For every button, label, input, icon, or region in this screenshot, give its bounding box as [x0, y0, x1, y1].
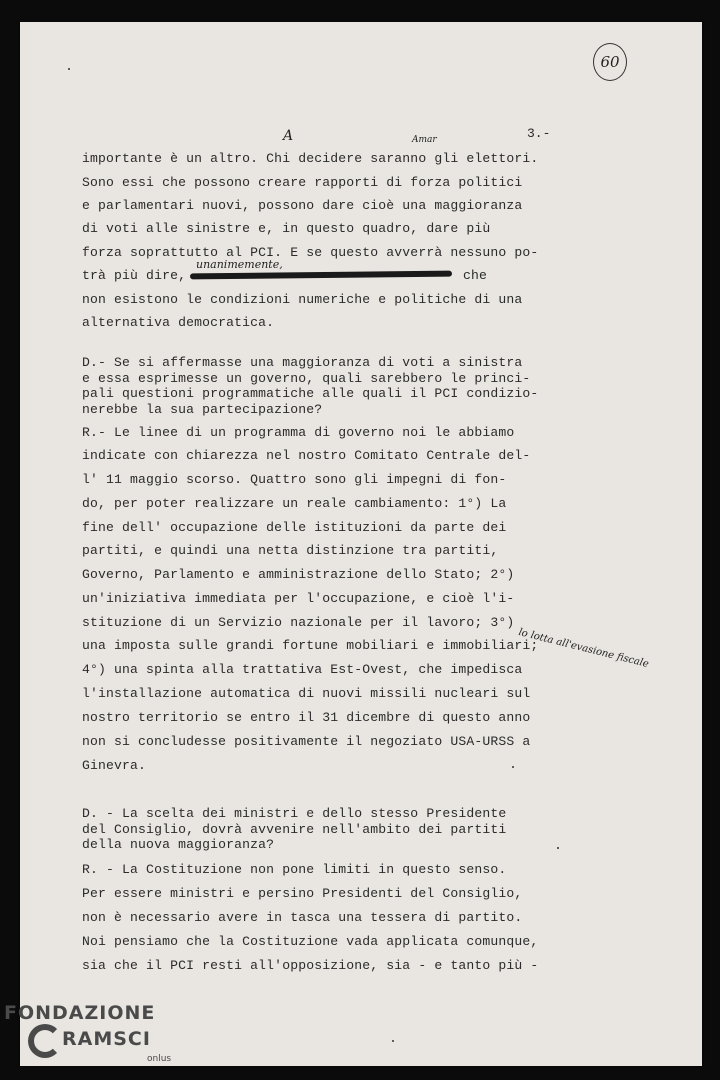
text-line: di voti alle sinistre e, in questo quadro, dare più [82, 221, 491, 236]
handwritten-margin-note: lo lotta all'evasione fiscale [517, 627, 650, 671]
text-line: non esistono le condizioni numeriche e politiche di una [82, 292, 523, 307]
text-line: del Consiglio, dovrà avvenire nell'ambito dei partiti [82, 822, 507, 837]
text-line: R. - La Costituzione non pone limiti in questo senso. [82, 862, 507, 877]
fondazione-gramsci-logo [0, 1000, 200, 1080]
text-line: indicate con chiarezza nel nostro Comitato Centrale del- [82, 448, 531, 463]
text-line: stituzione di un Servizio nazionale per il lavoro; 3°) [82, 615, 515, 630]
text-line: non è necessario avere in tasca una tessera di partito. [82, 910, 523, 925]
text-line: pali questioni programmatiche alle quali il PCI condizio- [82, 386, 539, 401]
text-line: Sono essi che possono creare rapporti di forza politici [82, 175, 523, 190]
handwritten-insert: unanimemente, [196, 258, 283, 271]
ink-dot [392, 1040, 394, 1042]
text-line: alternativa democratica. [82, 315, 275, 330]
logo-line1: FONDAZIONE [4, 1002, 156, 1024]
text-line: Governo, Parlamento e amministrazione dello Stato; 2°) [82, 567, 515, 582]
ink-dot [68, 68, 70, 70]
text-line: nostro territorio se entro il 31 dicembre di questo anno [82, 710, 531, 725]
text-line: Per essere ministri e persino Presidenti del Consiglio, [82, 886, 523, 901]
text-line: non si concludesse positivamente il negoziato USA-URSS a [82, 734, 531, 749]
handwritten-amar: Amar [412, 135, 437, 145]
logo-g-icon [28, 1024, 62, 1058]
logo-line2: RAMSCI [62, 1028, 151, 1050]
text-line: l'installazione automatica di nuovi missili nucleari sul [82, 686, 531, 701]
text-line: che [463, 268, 488, 283]
handwritten-a: A [283, 128, 294, 144]
logo-line3: onlus [147, 1054, 172, 1064]
text-line: partiti, e quindi una netta distinzione tra partiti, [82, 543, 499, 558]
text-line: R.- Le linee di un programma di governo noi le abbiamo [82, 425, 515, 440]
text-line: nerebbe la sua partecipazione? [82, 402, 323, 417]
text-line: e parlamentari nuovi, possono dare cioè una maggioranza [82, 198, 523, 213]
ink-dot [557, 847, 559, 849]
text-line: e essa esprimesse un governo, quali sarebbero le princi- [82, 371, 531, 386]
text-line: sia che il PCI resti all'opposizione, sia - e tanto più - [82, 958, 539, 973]
text-line: una imposta sulle grandi fortune mobiliari e immobiliari; [82, 638, 539, 653]
text-line: forza soprattutto al PCI. E se questo avverrà nessuno po- [82, 245, 539, 260]
ink-dot [512, 766, 514, 768]
text-line: un'iniziativa immediata per l'occupazione, e cioè l'i- [82, 591, 515, 606]
text-line: D.- Se si affermasse una maggioranza di voti a sinistra [82, 355, 523, 370]
text-line: importante è un altro. Chi decidere saranno gli elettori. [82, 151, 539, 166]
text-line: Ginevra. [82, 758, 147, 773]
text-line: fine dell' occupazione delle istituzioni da parte dei [82, 520, 507, 535]
text-line: 4°) una spinta alla trattativa Est-Ovest, che impedisca [82, 662, 523, 677]
text-line: della nuova maggioranza? [82, 837, 275, 852]
archive-number: 60 [600, 53, 620, 71]
archive-number-circle [593, 43, 627, 81]
text-line: do, per poter realizzare un reale cambiamento: 1°) La [82, 496, 507, 511]
text-line: D. - La scelta dei ministri e dello stesso Presidente [82, 806, 507, 821]
text-line: trà più dire, [82, 268, 187, 283]
page-number: 3.- [527, 126, 551, 141]
text-line: Noi pensiamo che la Costituzione vada applicata comunque, [82, 934, 539, 949]
text-line: l' 11 maggio scorso. Quattro sono gli impegni di fon- [82, 472, 507, 487]
